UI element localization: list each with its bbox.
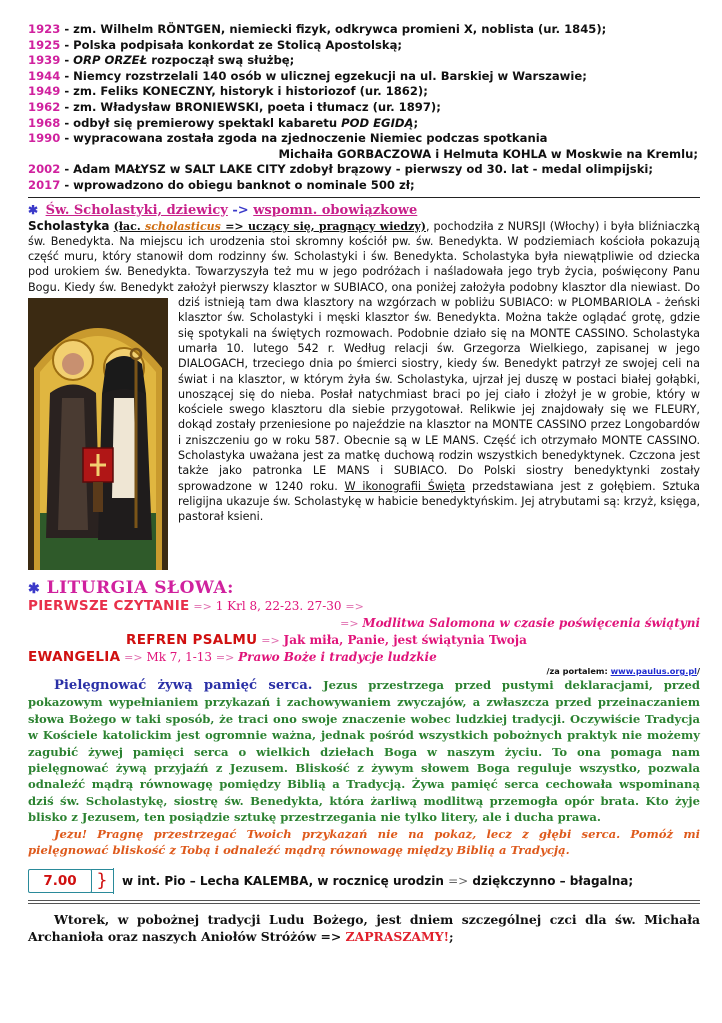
history-item: 1939 - ORP ORZEŁ rozpoczął swą służbę; [28, 53, 295, 68]
mass-time: 7.00 [28, 869, 92, 893]
history-item: 2017 - wprowadzono do obiegu banknot o nominale 500 zł; [28, 177, 415, 192]
history-item: 1925 - Polska podpisała konkordat ze Stolicą Apostolską; [28, 37, 403, 52]
asterisk-icon: ✱ [28, 202, 39, 217]
source-link[interactable]: www.paulus.org.pl [610, 666, 697, 677]
reflection-text: Jezus przestrzega przed pustymi deklaracjami, przed pokazowym wypełnianiem przykazań i zachowywaniem zwyczajów, a zwłaszcza przed przeinaczaniem słowa Bożego w taki sposób, że traci ono swoje znaczenie wobec ludzkiej tradycji. Oczywiście Tradycja w Kościele katolickim jest ogromnie ważna, jednak pośród wszystkich pobożnych praktyk nie możemy zagubić żywej pamięci serca o wielkich dziełach Boga w naszym życiu. To ona pomaga nam pielęgnować żywą przyjaźń z Jezusem. Bliskość z żywym słowem Boga reguluje wszystko, pozwala odnaleźć mądrą równowagę pomiędzy Biblią a Tradycją. Żywa pamięć serca cechowała wspominaną dziś św. Scholastykę, siostrę św. Benedykta, która żarliwą modlitwą przemogła opór brata. Kto żyje blisko z Jezusem, ten posiądzie sztukę przestrzegania nie tylko litery, ale i ducha prawa. [28, 678, 700, 825]
section-divider [28, 900, 700, 904]
biography-text: w PLOMBARIOLA - żeński klasztor św. Scholastyki i męski klasztor św. Benedykta. Można także oglądać grotę, gdzie się spotykali na świętych rozmowach. Podobnie działo się na MONTE CASSINO. Scholastyka umarła 10. lutego 542 r. Według relacji św. Grzegorza Wielkiego, zapisanej w jego DIALOGACH, trzeciego dnia po śmierci siostry, kiedy św. Benedykt patrzył ze swojej celi na świat i na klasztor, w którym żyła św. Scholastyka, ujrzał jej duszę w postaci białej gołąbki, unoszącej się do nieba. Posłał natychmiast braci po jej ciało i złożył je w grobie, który w kościele swego klasztoru dla siebie przygotował. Relikwie jej znajdowały się we FLEURY, dokąd zostały przeniesione po najeździe na klasztor na MONTE CASSINO przez Longobardów i zniszczeniu go w roku 587. Obecnie są w LE MANS. Część ich otrzymało MONTE CASSINO. Scholastyka uważana jest za matkę duchową rodzin wszystkich benedyktynek. Czczona jest także jako patronka LE MANS i SUBIACO. Do Polski siostry benedyktynki zostały sprowadzone w 1240 roku. [178, 296, 700, 493]
first-reading-title: => Modlitwa Salomona w czasie poświęcenia świątyni [340, 616, 700, 631]
source-credit: /za portalem: www.paulus.org.pl/ [546, 666, 700, 677]
psalm-refrain: REFREN PSALMU => Jak miła, Panie, jest świątynia Twoja [126, 632, 527, 649]
icon-painting [28, 298, 168, 570]
closing-announcement: Wtorek, w pobożnej tradycji Ludu Bożego, jest dniem szczególnej czci dla św. Michała Archanioła oraz naszych Aniołów Stróżów => ZAPRASZAMY!; [28, 912, 700, 945]
history-item: 1949 - zm. Feliks KONECZNY, historyk i historiozof (ur. 1862); [28, 84, 428, 99]
gospel: EWANGELIA => Mk 7, 1-13 => Prawo Boże i tradycje ludzkie [28, 649, 437, 666]
first-reading: PIERWSZE CZYTANIE => 1 Krl 8, 22-23. 27-30 => [28, 598, 364, 615]
prayer: Jezu! Pragnę przestrzegać Twoich przykazań nie na pokaz, lecz z głębi serca. Pomóż mi pielęgnować bliskość z Tobą i odnaleźć mądrą równowagę między Biblią a Tradycją. [28, 826, 700, 858]
saints-icon-image [28, 298, 168, 570]
history-item: 1923 - zm. Wilhelm RÖNTGEN, niemiecki fizyk, odkrywca promieni X, noblista (ur. 1845); [28, 22, 607, 36]
history-list [28, 22, 700, 194]
history-item: 2002 - Adam MAŁYSZ w SALT LAKE CITY zdobył brązowy - pierwszy od 30. lat - medal olimpijski; [28, 162, 654, 177]
bracket-icon: } [91, 869, 114, 893]
saint-title: ✱ Św. Scholastyki, dziewicy -> wspomn. obowiązkowe [28, 202, 418, 218]
history-item: 1990 - wypracowana została zgoda na zjednoczenie Niemiec podczas spotkania [28, 131, 548, 146]
reflection-title: Pielęgnować żywą pamięć serca. [54, 678, 313, 694]
section-divider [28, 197, 700, 198]
history-item-continuation: Michaiła GORBACZOWA i Helmuta KOHLA w Moskwie na Kremlu; [278, 146, 698, 161]
history-item: 1962 - zm. Władysław BRONIEWSKI, poeta i tłumacz (ur. 1897); [28, 99, 441, 114]
asterisk-icon: ✱ [28, 581, 41, 598]
bulletin-page [28, 22, 700, 945]
mass-intention: w int. Pio – Lecha KALEMBA, w rocznicę urodzin => dziękczynno – błagalna; [113, 868, 633, 894]
saint-name: Scholastyka [28, 218, 110, 233]
liturgy-header: ✱ LITURGIA SŁOWA: [28, 578, 234, 599]
etymology: (łac. scholasticus => uczący się, pragnący wiedzy) [113, 219, 426, 233]
saint-biography: Scholastyka (łac. scholasticus => uczący się, pragnący wiedzy), pochodziła z NURSJI (Włochy) i była bliźniaczką św. Benedykta. Na miejscu ich urodzenia stoi skromny kościół pw. św. Benedykta. W podziemiach kościoła pokazują część muru, który stanowił dom rodzinny św. Scholastyki i św. Benedykta. Scholastyka była niewątpliwie od dziecka pod urokiem św. Benedykta. Towarzyszyła też mu w jego podróżach i naśladowała jego tryb życia, poświęcony Panu Bogu. Kiedy św. Benedykt założył pierwszy klasztor w SUBIACO, ona poniżej założyła podobny klasztor dla niewiast. Do dziś istnieją tam dwa klasztory na wzgórzach w pobliżu SUBIACO: w PLOMBARIOLA - żeński klasztor św. Scholastyki i męski klasztor św. Benedykta. Można także oglądać grotę, gdzie się spotykali na świętych rozmowach. Podobnie działo się na MONTE CASSINO. Scholastyka umarła 10. lutego 542 r. Według relacji św. Grzegorza Wielkiego, zapisanej w jego DIALOGACH, trzeciego dnia po śmierci siostry, kiedy św. Benedykt patrzył ze swojej celi na świat i na klasztor, w którym żyła św. Scholastyka, ujrzał jej duszę w postaci białej gołąbki, unoszącej się do nieba. Posłał natychmiast braci po jej ciało i złożył je w grobie, który w kościele swego klasztoru dla siebie przygotował. Relikwie jej znajdowały się we FLEURY, dokąd zostały przeniesione po najeździe na klasztor na MONTE CASSINO przez Longobardów i zniszczeniu go w roku 587. Obecnie są w LE MANS. Część ich otrzymało MONTE CASSINO. Scholastyka uważana jest za matkę duchową rodzin wszystkich benedyktynek. Czczona jest także jako patronka LE MANS i SUBIACO. Do Polski siostry benedyktynki zostały sprowadzone w 1240 roku. W ikonografii Święta przedstawiana jest z gołębiem. Sztuka religijna ukazuje św. Scholastykę w habicie benedyktyńskim. Jej atrybutami są: krzyż, księga, pastorał ksieni. [28, 219, 700, 572]
history-item: 1968 - odbył się premierowy spektakl kabaretu POD EGIDĄ; [28, 115, 419, 130]
biography-text-intro: , pochodziła z NURSJI (Włochy) i była bliźniaczką św. Benedykta. Na miejscu ich urodzenia stoi skromny kościół pw. św. Benedykta. W podziemiach kościoła pokazują część muru, który stanowił dom rodzinny św. Scholastyki i św. Benedykta. Scholastyka była niewątpliwie od dziecka pod urokiem św. Benedykta. Towarzyszyła też mu w jego podróżach i naśladowała jego tryb życia, poświęcony Panu Bogu. Kiedy św. Benedykt założył pierwszy klasztor w SUBIACO, ona poniżej założyła podobny klasztor dla niewiast. Do dziś istnieją tam dwa klasztory na wzgórzach w pobliżu SUBIACO: [28, 219, 700, 310]
reflection [28, 677, 700, 826]
iconography-link: W ikonografii Święta [344, 479, 466, 493]
history-item: 1944 - Niemcy rozstrzelali 140 osób w ulicznej egzekucji na ul. Barskiej w Warszawie; [28, 68, 587, 83]
mass-schedule-row [28, 868, 700, 894]
